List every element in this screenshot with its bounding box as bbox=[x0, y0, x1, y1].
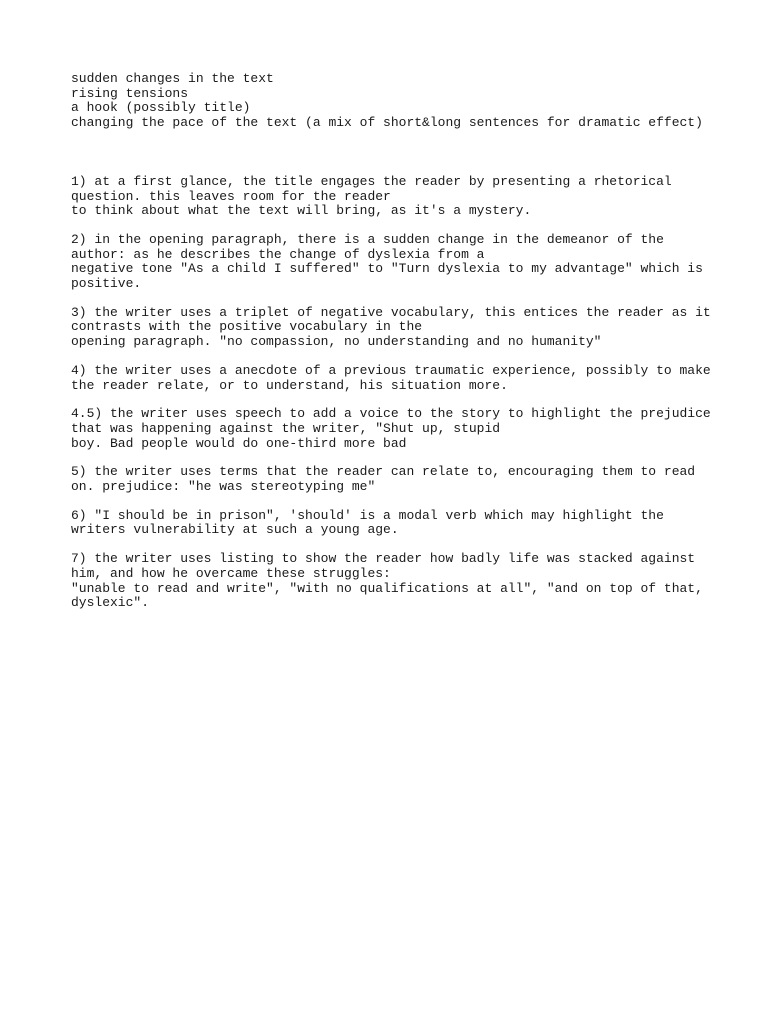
paragraph-line: 2) in the opening paragraph, there is a sudden change in the demeanor of the bbox=[71, 231, 664, 247]
paragraph-1 bbox=[71, 175, 711, 219]
paragraph-line: opening paragraph. "no compassion, no understanding and no humanity" bbox=[71, 334, 602, 350]
paragraph-4-5 bbox=[71, 407, 711, 451]
paragraph-line: 1) at a first glance, the title engages the reader by presenting a rhetorical bbox=[71, 173, 672, 189]
paragraph-line: 7) the writer uses listing to show the reader how badly life was stacked against bbox=[71, 551, 696, 567]
paragraph-line: writers vulnerability at such a young age. bbox=[71, 522, 399, 538]
intro-line: changing the pace of the text (a mix of short&long sentences for dramatic effect) bbox=[71, 115, 703, 131]
intro-line: sudden changes in the text bbox=[71, 71, 274, 86]
paragraph-5 bbox=[71, 465, 711, 494]
paragraph-7 bbox=[71, 552, 711, 611]
paragraph-line: 6) "I should be in prison", 'should' is a modal verb which may highlight the bbox=[71, 507, 664, 523]
paragraph-line: 4.5) the writer uses speech to add a voice to the story to highlight the prejudice bbox=[71, 406, 711, 422]
paragraph-line: "unable to read and write", "with no qualifications at all", "and on top of that, bbox=[71, 580, 703, 596]
paragraph-line: positive. bbox=[71, 276, 142, 292]
paragraph-line: to think about what the text will bring, as it's a mystery. bbox=[71, 203, 532, 219]
intro-notes bbox=[71, 72, 711, 131]
paragraph-4 bbox=[71, 364, 711, 393]
paragraph-line: the reader relate, or to understand, his situation more. bbox=[71, 377, 508, 393]
document-page bbox=[71, 72, 711, 625]
paragraph-2 bbox=[71, 233, 711, 292]
paragraph-line: author: as he describes the change of dyslexia from a bbox=[71, 246, 485, 262]
paragraph-line: 5) the writer uses terms that the reader can relate to, encouraging them to read bbox=[71, 464, 696, 480]
paragraph-line: dyslexic". bbox=[71, 595, 150, 611]
paragraph-line: boy. Bad people would do one-third more bad bbox=[71, 435, 407, 451]
paragraph-line: negative tone "As a child I suffered" to "Turn dyslexia to my advantage" which is bbox=[71, 261, 703, 277]
intro-line: a hook (possibly title) bbox=[71, 100, 251, 116]
paragraph-line: on. prejudice: "he was stereotyping me" bbox=[71, 479, 376, 495]
paragraph-3 bbox=[71, 306, 711, 350]
paragraph-line: contrasts with the positive vocabulary in the bbox=[71, 319, 423, 335]
paragraph-line: that was happening against the writer, "Shut up, stupid bbox=[71, 420, 501, 436]
paragraph-line: 4) the writer uses a anecdote of a previous traumatic experience, possibly to make bbox=[71, 362, 711, 378]
paragraph-6 bbox=[71, 509, 711, 538]
paragraph-line: question. this leaves room for the reader bbox=[71, 188, 391, 204]
paragraph-line: 3) the writer uses a triplet of negative vocabulary, this entices the reader as it bbox=[71, 304, 711, 320]
paragraph-line: him, and how he overcame these struggles: bbox=[71, 565, 391, 581]
intro-line: rising tensions bbox=[71, 85, 189, 101]
